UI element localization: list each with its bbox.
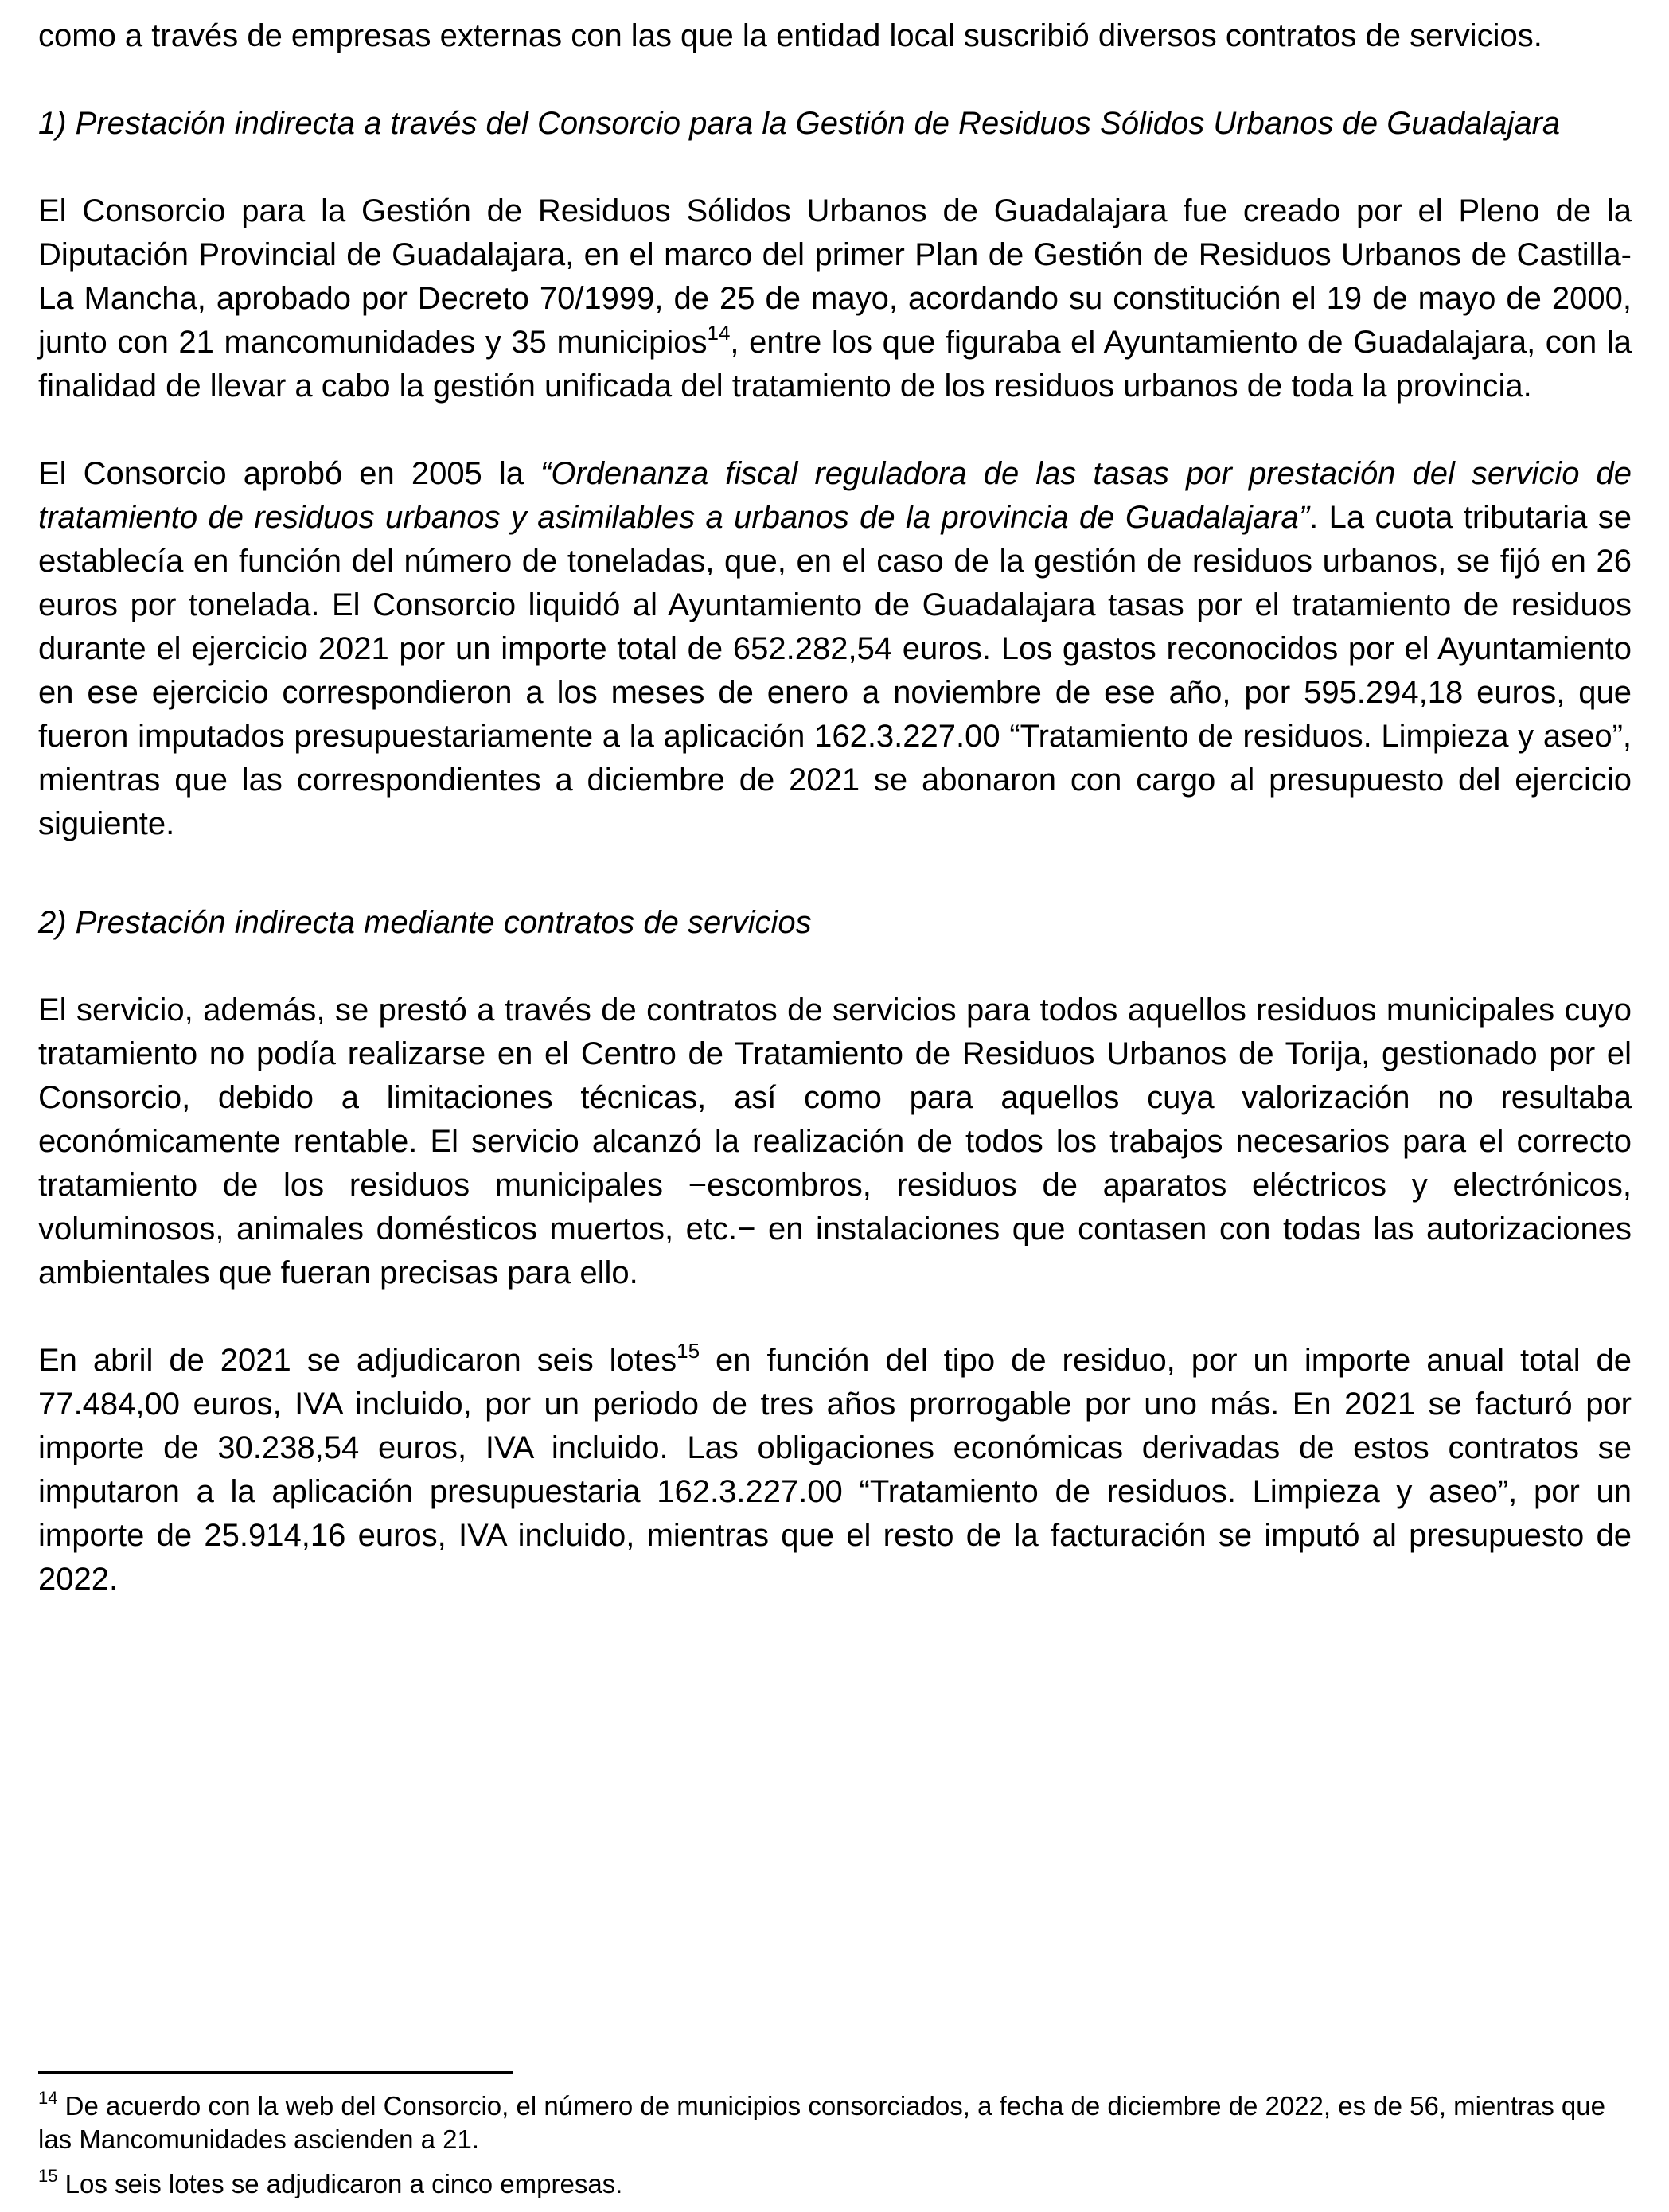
footnote-ref-15[interactable]: 15 [677, 1338, 700, 1363]
section-heading-consorcio: 1) Prestación indirecta a través del Consorcio para la Gestión de Residuos Sólidos Urbanos de Guadalajara [38, 106, 1561, 141]
paragraph-gap [38, 890, 1632, 901]
paragraph-gap [38, 945, 1632, 989]
footnotes-section [38, 2071, 1632, 2212]
paragraph-text: El Consorcio para la Gestión de Residuos Sólidos Urbanos de Guadalajara fue creado por el Pleno de la Diputación Provincial de Guadalajara, en el marco del primer Plan de Gestión de Residuos Urbanos de Castilla-La Mancha, aprobado por Decreto 70/1999, de 25 de mayo, acordando su constitución el 19 de mayo de 2000, junto con 21 mancomunidades y 35 municipios [38, 193, 1632, 360]
paragraph-intro-continuation: como a través de empresas externas con las que la entidad local suscribió diversos contratos de servicios. [38, 18, 1542, 53]
paragraph-text: . La cuota tributaria se establecía en función del número de toneladas, que, en el caso de la gestión de residuos urbanos, se fijó en 26 euros por tonelada. El Consorcio liquidó al Ayuntamiento de Guadalajara tasas por el tratamiento de residuos durante el ejercicio 2021 por un importe total de 652.282,54 euros. Los gastos reconocidos por el Ayuntamiento en ese ejercicio correspondieron a los meses de enero a noviembre de ese año, por 595.294,18 euros, que fueron imputados presupuestariamente a la aplicación 162.3.227.00 “Tratamiento de residuos. Limpieza y aseo”, mientras que las correspondientes a diciembre de 2021 se abonaron con cargo al presupuesto del ejercicio siguiente. [38, 500, 1632, 841]
document-body [38, 14, 1632, 1601]
footnote-15 [38, 2167, 1632, 2201]
ordenanza-title: “Ordenanza fiscal reguladora de las tasas por prestación del servicio de tratamiento de residuos urbanos y asimilables a urbanos de la provincia de Guadalajara” [38, 456, 1632, 535]
paragraph-ordenanza-fiscal [38, 452, 1632, 846]
footnote-text: Los seis lotes se adjudicaron a cinco empresas. [57, 2169, 623, 2198]
paragraph-contratos-servicios: El servicio, además, se prestó a través de contratos de servicios para todos aquellos residuos municipales cuyo tratamiento no podía realizarse en el Centro de Tratamiento de Residuos Urbanos de Torija, gestionado por el Consorcio, debido a limitaciones técnicas, así como para aquellos cuya valorización no resultaba económicamente rentable. El servicio alcanzó la realización de todos los trabajos necesarios para el correcto tratamiento de los residuos municipales −escombros, residuos de aparatos eléctricos y electrónicos, voluminosos, animales domésticos muertos, etc.− en instalaciones que contasen con todas las autorizaciones ambientales que fueran precisas para ello. [38, 993, 1632, 1290]
footnote-text: De acuerdo con la web del Consorcio, el número de municipios consorciados, a fecha de diciembre de 2022, es de 56, mientras que las Mancomunidades ascienden a 21. [38, 2091, 1605, 2154]
section-heading-contratos: 2) Prestación indirecta mediante contratos de servicios [38, 905, 812, 940]
paragraph-gap [38, 58, 1632, 102]
paragraph-text: El Consorcio aprobó en 2005 la [38, 456, 541, 491]
paragraph-text: , entre los que figuraba el Ayuntamiento de Guadalajara, con la finalidad de llevar a cabo la gestión unificada del tratamiento de los residuos urbanos de toda la provincia. [38, 325, 1632, 404]
footnote-number: 15 [38, 2166, 58, 2186]
paragraph-consorcio-creation [38, 189, 1632, 408]
footnote-number: 14 [38, 2088, 58, 2108]
footnote-divider [38, 2071, 513, 2074]
footnote-ref-14[interactable]: 14 [707, 320, 731, 345]
paragraph-text: en función del tipo de residuo, por un importe anual total de 77.484,00 euros, IVA incluido, por un periodo de tres años prorrogable por uno más. En 2021 se facturó por importe de 30.238,54 euros, IVA incluido. Las obligaciones económicas derivadas de estos contratos se imputaron a la aplicación presupuestaria 162.3.227.00 “Tratamiento de residuos. Limpieza y aseo”, por un importe de 25.914,16 euros, IVA incluido, mientras que el resto de la facturación se imputó al presupuesto de 2022. [38, 1343, 1632, 1597]
paragraph-gap [38, 408, 1632, 452]
paragraph-gap [38, 846, 1632, 890]
paragraph-text: En abril de 2021 se adjudicaron seis lotes [38, 1343, 677, 1378]
paragraph-gap [38, 1295, 1632, 1339]
paragraph-lotes-adjudicacion [38, 1339, 1632, 1601]
footnote-14 [38, 2089, 1632, 2156]
paragraph-gap [38, 146, 1632, 189]
